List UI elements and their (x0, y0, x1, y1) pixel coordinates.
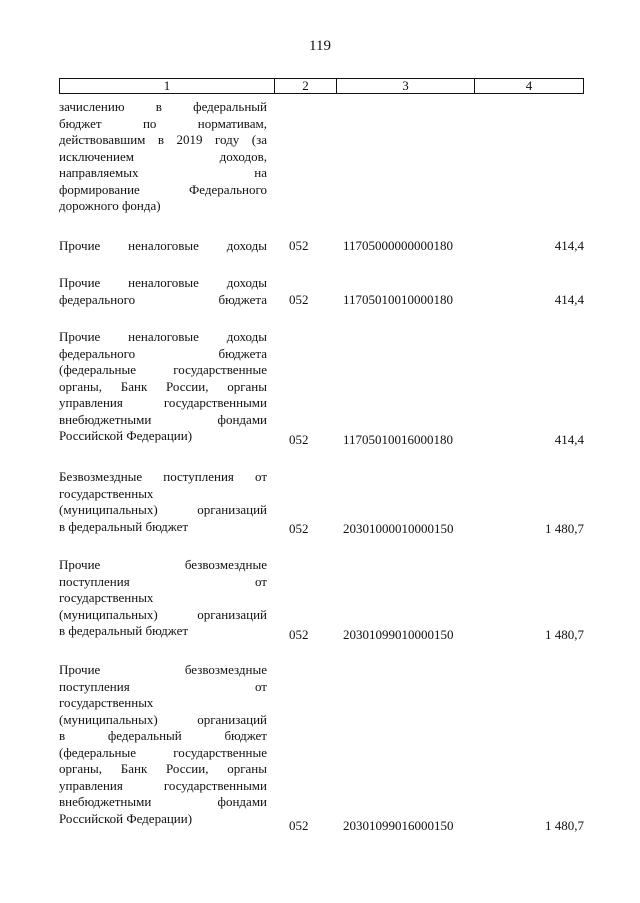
budget-classification-code: 20301099016000150 (343, 818, 454, 833)
description-line: (муниципальных) организаций (59, 502, 267, 517)
amount-value: 414,4 (554, 238, 584, 253)
description-line: государственных (59, 590, 154, 605)
amount-value: 1 480,7 (545, 521, 584, 536)
budget-classification-code: 20301099010000150 (343, 627, 454, 642)
description-line: органы, Банк России, органы (59, 761, 267, 776)
description-line: Прочие неналоговые доходы (59, 238, 267, 253)
admin-code: 052 (289, 238, 309, 253)
admin-code: 052 (289, 818, 309, 833)
description-line: управления государственными (59, 395, 267, 410)
description-line: зачислению в федеральный (59, 99, 267, 114)
row-description (59, 469, 267, 535)
admin-code: 052 (289, 521, 309, 536)
header-cell-col3: 3 (337, 79, 475, 93)
row-description (59, 662, 267, 827)
row-description (59, 238, 267, 255)
header-cell-col2: 2 (275, 79, 337, 93)
budget-classification-code: 11705010016000180 (343, 432, 454, 447)
admin-code: 052 (289, 432, 309, 447)
description-line: направляемых на (59, 165, 267, 180)
description-line: Безвозмездные поступления от (59, 469, 267, 484)
description-line: Прочие безвозмездные (59, 557, 267, 572)
description-line: Прочие безвозмездные (59, 662, 267, 677)
amount-value: 414,4 (554, 432, 584, 447)
page-number: 119 (309, 38, 331, 54)
budget-classification-code: 20301000010000150 (343, 521, 454, 536)
admin-code: 052 (289, 292, 309, 307)
description-line: Прочие неналоговые доходы (59, 275, 267, 290)
row-description (59, 275, 267, 308)
description-line: государственных (59, 695, 154, 710)
description-line: в федеральный бюджет (59, 518, 189, 534)
description-line: формирование Федерального (59, 181, 267, 197)
description-line: федерального бюджета (59, 345, 267, 361)
description-line: исключением доходов, (59, 148, 267, 164)
header-cell-col1: 1 (60, 79, 275, 93)
table-header-row (59, 78, 584, 94)
description-line: управления государственными (59, 777, 267, 793)
amount-value: 414,4 (554, 292, 584, 307)
description-line: дорожного фонда) (59, 198, 161, 213)
description-line: внебюджетными фондами (59, 794, 267, 809)
admin-code: 052 (289, 627, 309, 642)
description-line: (федеральные государственные (59, 744, 267, 760)
description-line: в федеральный бюджет (59, 728, 267, 743)
description-line: в федеральный бюджет (59, 623, 189, 638)
row-description (59, 557, 267, 640)
description-line: Российской Федерации) (59, 428, 193, 443)
budget-classification-code: 11705010010000180 (343, 292, 454, 307)
description-line: (муниципальных) организаций (59, 711, 267, 727)
description-line: Прочие неналоговые доходы (59, 329, 267, 344)
row-description (59, 329, 267, 445)
amount-value: 1 480,7 (545, 818, 584, 833)
budget-classification-code: 11705000000000180 (343, 238, 454, 253)
description-line: государственных (59, 485, 154, 501)
description-line: поступления от (59, 678, 267, 694)
description-line: (муниципальных) организаций (59, 606, 267, 622)
description-line: федерального бюджета (59, 291, 267, 307)
description-line: поступления от (59, 573, 267, 589)
header-cell-col4: 4 (525, 78, 533, 93)
description-line: (федеральные государственные (59, 362, 267, 377)
description-line: внебюджетными фондами (59, 411, 267, 427)
description-line: бюджет по нормативам, (59, 115, 267, 131)
amount-value: 1 480,7 (545, 627, 584, 642)
row-description (59, 99, 267, 215)
description-line: органы, Банк России, органы (59, 378, 267, 394)
description-line: Российской Федерации) (59, 810, 193, 826)
description-line: действовавшим в 2019 году (за (59, 132, 267, 147)
